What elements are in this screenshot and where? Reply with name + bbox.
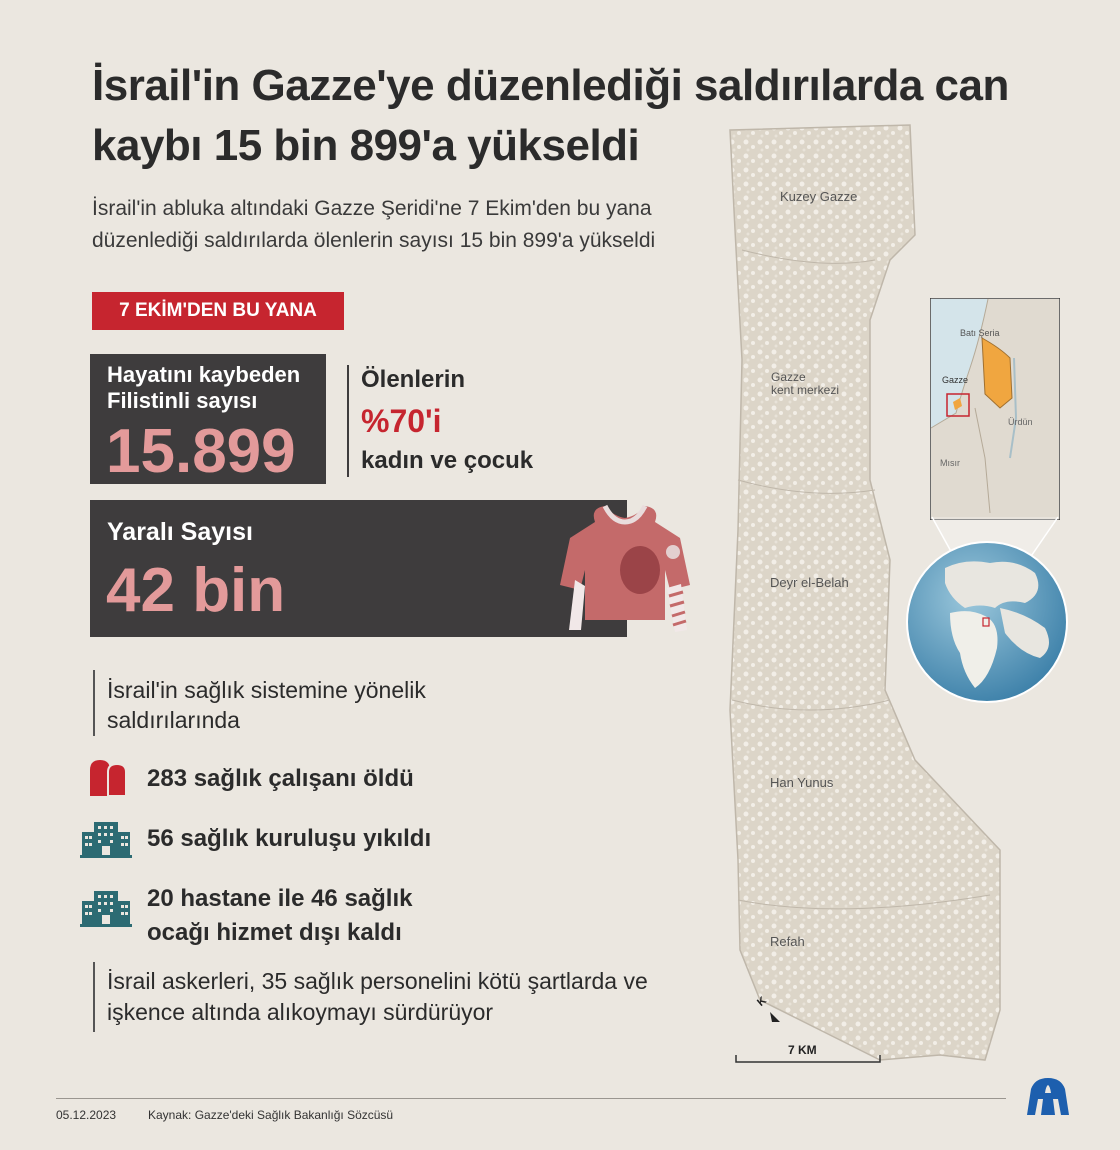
- footer-source: Kaynak: Gazze'deki Sağlık Bakanlığı Sözcüsü: [148, 1108, 394, 1122]
- dead-count-value: 15.899: [106, 417, 296, 486]
- dead-count-box: [90, 354, 326, 484]
- health-intro: İsrail'in sağlık sistemine yönelik saldırılarında: [107, 677, 426, 733]
- page-title: İsrail'in Gazze'ye düzenlediği saldırılarda can kaybı 15 bin 899'a yükseldi: [92, 61, 1009, 170]
- dead-count-label: Hayatını kaybeden Filistinli sayısı: [107, 362, 301, 413]
- women-children-percent: %70'i: [361, 403, 442, 439]
- detained-divider: [93, 962, 95, 1032]
- north-label: K: [755, 994, 769, 1009]
- women-children-post: kadın ve çocuk: [361, 447, 534, 474]
- wounded-label: Yaralı Sayısı: [107, 518, 253, 546]
- wounded-box: [90, 500, 627, 637]
- women-divider: [347, 365, 349, 477]
- wounded-value: 42 bin: [106, 556, 286, 625]
- globe-icon: [905, 538, 1070, 706]
- aa-logo-icon: [1025, 1075, 1071, 1119]
- stat-facilities-destroyed: 56 sağlık kuruluşu yıkıldı: [147, 825, 432, 852]
- stat-health-workers-killed: 283 sağlık çalışanı öldü: [147, 765, 414, 792]
- map-label-khan-yunis: Han Yunus: [770, 775, 834, 790]
- footer-divider: [56, 1098, 1006, 1099]
- inset-label-egypt: Mısır: [940, 458, 960, 468]
- bloody-shirt-icon: [555, 500, 695, 637]
- inset-label-jordan: Ürdün: [1008, 417, 1033, 427]
- region-inset-map: [930, 298, 1060, 520]
- map-label-rafah: Refah: [770, 934, 805, 949]
- hospital-building-icon: [80, 820, 132, 858]
- scale-label: 7 KM: [788, 1043, 817, 1057]
- north-arrow-icon: [770, 1012, 780, 1022]
- map-label-deir-al-balah: Deyr el-Belah: [770, 575, 849, 590]
- detained-text: İsrail askerleri, 35 sağlık personelini kötü şartlarda ve işkence altında alıkoymayı sürdürüyor: [107, 968, 648, 1025]
- inset-label-gaza: Gazze: [942, 375, 969, 385]
- subtitle: İsrail'in abluka altındaki Gazze Şeridi'ne 7 Ekim'den bu yana düzenlediği saldırılarda ölenlerin sayısı 15 bin 899'a yükseldi: [92, 197, 656, 252]
- map-label-gaza-city: Gazze kent merkezi: [771, 370, 840, 397]
- footer-date: 05.12.2023: [56, 1108, 117, 1122]
- tombstone-icon: [88, 756, 132, 800]
- inset-label-west-bank: Batı Şeria: [960, 328, 1000, 338]
- women-children-pre: Ölenlerin: [361, 366, 466, 393]
- hospital-building-icon: [80, 889, 132, 927]
- map-label-north-gaza: Kuzey Gazze: [780, 189, 858, 204]
- since-badge: 7 EKİM'DEN BU YANA: [92, 292, 344, 330]
- stat-hospitals-out-of-service: 20 hastane ile 46 sağlık ocağı hizmet dışı kaldı: [147, 885, 413, 946]
- health-divider: [93, 670, 95, 736]
